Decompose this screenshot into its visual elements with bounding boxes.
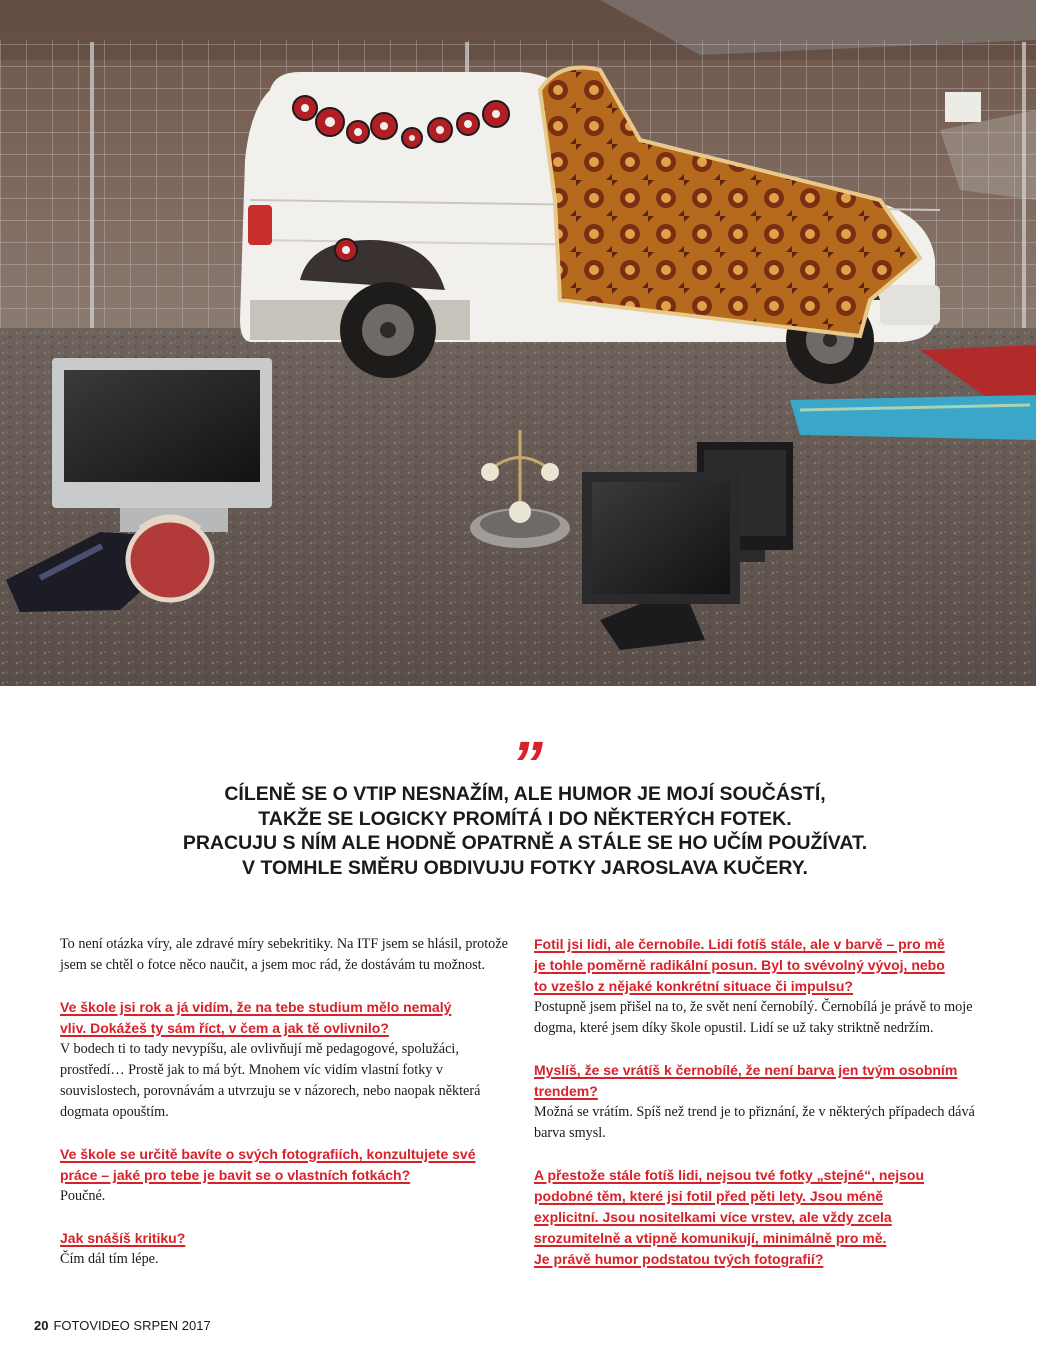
page-number: 20 [34, 1318, 49, 1333]
interview-answer: Čím dál tím lépe. [60, 1251, 159, 1267]
question-line: Je právě humor podstatou tvých fotografií? [534, 1251, 824, 1267]
question-line: explicitní. Jsou nositelkami více vrstev, ale vždy zcela [534, 1209, 892, 1225]
interview-answer: Poučné. [60, 1188, 106, 1204]
pull-quote-line: V TOMHLE SMĚRU OBDIVUJU FOTKY JAROSLAVA KUČERY. [242, 856, 808, 879]
question-line: trendem? [534, 1083, 598, 1099]
intro-paragraph: To není otázka víry, ale zdravé míry sebekritiky. Na ITF jsem se hlásil, protože jsem se chtěl o fotce něco naučit, a jsem moc rád, že dostávám tu možnost. [60, 936, 508, 973]
publication-name: FOTOVIDEO SRPEN 2017 [53, 1318, 211, 1333]
question-line: Ve škole jsi rok a já vidím, že na tebe studium mělo nemalý [60, 999, 452, 1015]
article-column-left [60, 934, 508, 1270]
question-line: vliv. Dokážeš ty sám říct, v čem a jak tě ovlivnilo? [60, 1020, 389, 1036]
feature-photo [0, 0, 1036, 686]
quote-mark-icon: ” [511, 728, 539, 800]
pull-quote [0, 782, 1050, 880]
interview-question [60, 1228, 508, 1249]
interview-answer: Postupně jsem přišel na to, že svět není černobílý. Černobílá je právě to moje dogma, které jsem díky škole opustil. Lidí se už taky striktně nedržím. [534, 999, 973, 1036]
pull-quote-line: CÍLENĚ SE O VTIP NESNAŽÍM, ALE HUMOR JE MOJÍ SOUČÁSTÍ, [224, 783, 826, 805]
article-column-right [534, 934, 984, 1270]
question-line: Fotil jsi lidi, ale černobíle. Lidi fotíš stále, ale v barvě – pro mě [534, 936, 945, 952]
page-footer [34, 1318, 211, 1333]
question-line: srozumitelně a vtipně komunikují, minimálně pro mě. [534, 1230, 887, 1246]
interview-question [534, 1060, 984, 1102]
question-line: to vzešlo z nějaké konkrétní situace či impulsu? [534, 978, 853, 994]
question-line: podobné těm, které jsi fotil před pěti lety. Jsou méně [534, 1188, 884, 1204]
interview-answer: Možná se vrátím. Spíš než trend je to přiznání, že v některých případech dává barva smysl. [534, 1104, 975, 1141]
interview-question [60, 997, 508, 1039]
photo-illustration [0, 0, 1036, 686]
interview-question [534, 1165, 984, 1270]
question-line: Jak snášíš kritiku? [60, 1230, 186, 1246]
interview-question [534, 934, 984, 997]
interview-question [60, 1144, 508, 1186]
question-line: A přestože stále fotíš lidi, nejsou tvé fotky „stejné“, nejsou [534, 1167, 925, 1183]
pull-quote-line: PRACUJU S NÍM ALE HODNĚ OPATRNĚ A STÁLE SE HO UČÍM POUŽÍVAT. [182, 832, 868, 854]
question-line: je tohle poměrně radikální posun. Byl to svévolný vývoj, nebo [534, 957, 945, 973]
question-line: Ve škole se určitě bavíte o svých fotografiích, konzultujete své [60, 1146, 476, 1162]
pull-quote-line: TAKŽE SE LOGICKY PROMÍTÁ I DO NĚKTERÝCH FOTEK. [258, 807, 792, 830]
question-line: Myslíš, že se vrátíš k černobílé, že není barva jen tvým osobním [534, 1062, 958, 1078]
interview-answer: V bodech ti to tady nevypíšu, ale ovlivňují mě pedagogové, spolužáci, prostředí… Prostě jak to má být. Mnohem víc vidím vlastní fotky v souvislostech, porovnávám a utvrzuju se v názorech, nebo naopak některá dogmata opouštím. [60, 1041, 481, 1120]
question-line: práce – jaké pro tebe je bavit se o vlastních fotkách? [60, 1167, 411, 1183]
